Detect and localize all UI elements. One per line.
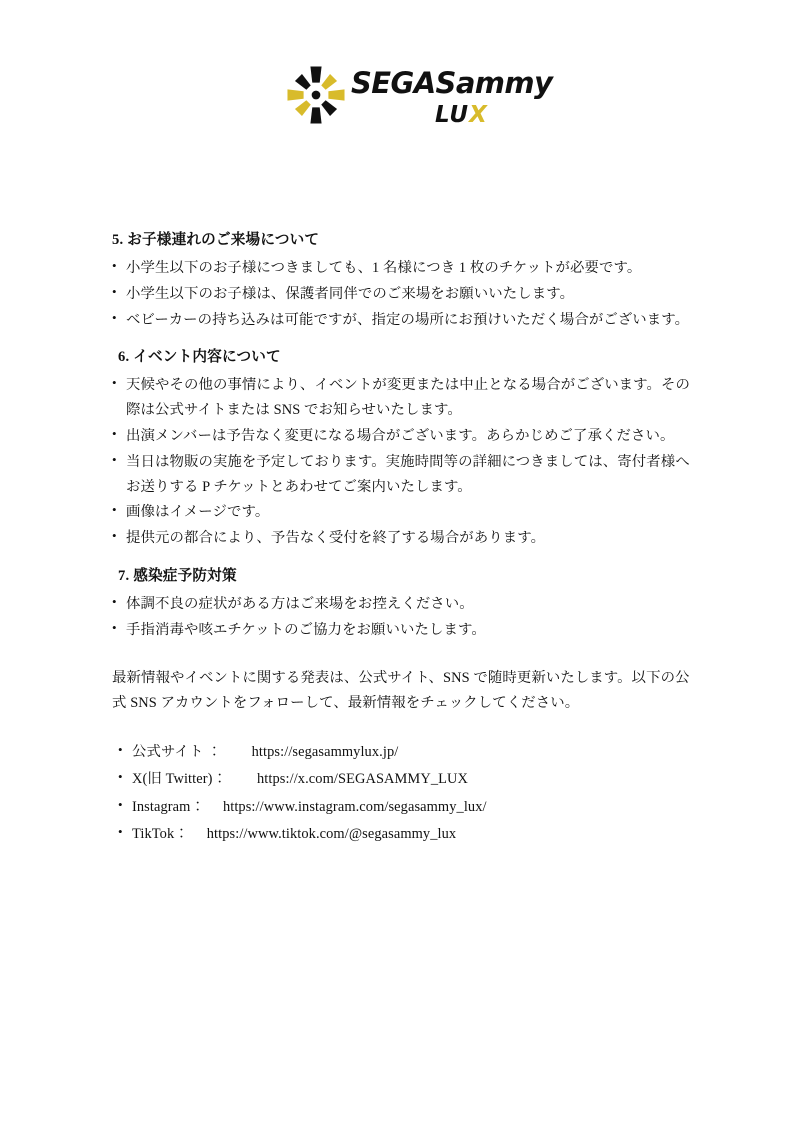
link-label: 公式サイト ： <box>132 744 222 760</box>
x-twitter-link[interactable]: https://x.com/SEGASAMMY_LUX <box>257 771 468 788</box>
list-item: • ベビーカーの持ち込みは可能ですが、指定の場所にお預けいただく場合がございます。 <box>112 308 692 333</box>
logo-wordmark: SEGASammy <box>351 66 553 100</box>
section-infection-prevention <box>112 564 692 643</box>
logo-sub-wordmark <box>435 102 488 128</box>
link-label: X(旧 Twitter)： <box>132 771 228 788</box>
link-label: TikTok： <box>132 825 189 842</box>
logo-sub-prefix: LU <box>435 102 470 128</box>
segasammy-petal-mark-icon <box>285 64 347 126</box>
list-item-official-site <box>118 740 692 765</box>
list-item: • 天候やその他の事情により、イベントが変更または中止となる場合がございます。その際は公式サイトまたは SNS でお知らせいたします。 <box>112 373 692 423</box>
section-bullet-list <box>112 592 692 643</box>
tiktok-link[interactable]: https://www.tiktok.com/@segasammy_lux <box>206 825 457 842</box>
social-links-list <box>112 740 692 847</box>
list-item: • 小学生以下のお子様は、保護者同伴でのご来場をお願いいたします。 <box>112 282 692 307</box>
list-item: • 当日は物販の実施を予定しております。実施時間等の詳細につきましては、寄付者様へお送りする P チケットとあわせてご案内いたします。 <box>112 450 692 500</box>
section-heading: 5. お子様連れのご来場について <box>112 232 320 248</box>
section-event-content <box>112 345 692 550</box>
list-item-x-twitter <box>118 767 692 792</box>
list-item-tiktok <box>118 822 692 847</box>
logo-block <box>0 62 800 138</box>
section-children <box>112 228 692 332</box>
section-bullet-list <box>112 256 692 332</box>
closing-paragraph: 最新情報やイベントに関する発表は、公式サイト、SNS で随時更新いたします。以下の公式 SNS アカウントをフォローして、最新情報をチェックしてください。 <box>112 670 690 712</box>
list-item: • 体調不良の症状がある方はご来場をお控えください。 <box>112 592 692 617</box>
link-label: Instagram： <box>132 798 205 815</box>
official-site-link[interactable]: https://segasammylux.jp/ <box>251 744 399 760</box>
list-item: • 出演メンバーは予告なく変更になる場合がございます。あらかじめご了承ください。 <box>112 424 692 449</box>
segasammy-lux-logo <box>285 62 553 138</box>
list-item-instagram <box>118 795 692 820</box>
list-item: • 画像はイメージです。 <box>112 500 692 525</box>
list-item: • 提供元の都合により、予告なく受付を終了する場合があります。 <box>112 526 692 551</box>
instagram-link[interactable]: https://www.instagram.com/segasammy_lux/ <box>222 798 487 815</box>
list-item: • 小学生以下のお子様につきましても、1 名様につき 1 枚のチケットが必要です。 <box>112 256 692 281</box>
section-bullet-list <box>112 373 692 550</box>
document-body <box>112 228 692 861</box>
logo-sub-accent: X <box>469 102 488 128</box>
list-item: • 手指消毒や咳エチケットのご協力をお願いいたします。 <box>112 618 692 643</box>
section-heading: 7. 感染症予防対策 <box>118 567 237 584</box>
section-heading: 6. イベント内容について <box>118 349 281 366</box>
